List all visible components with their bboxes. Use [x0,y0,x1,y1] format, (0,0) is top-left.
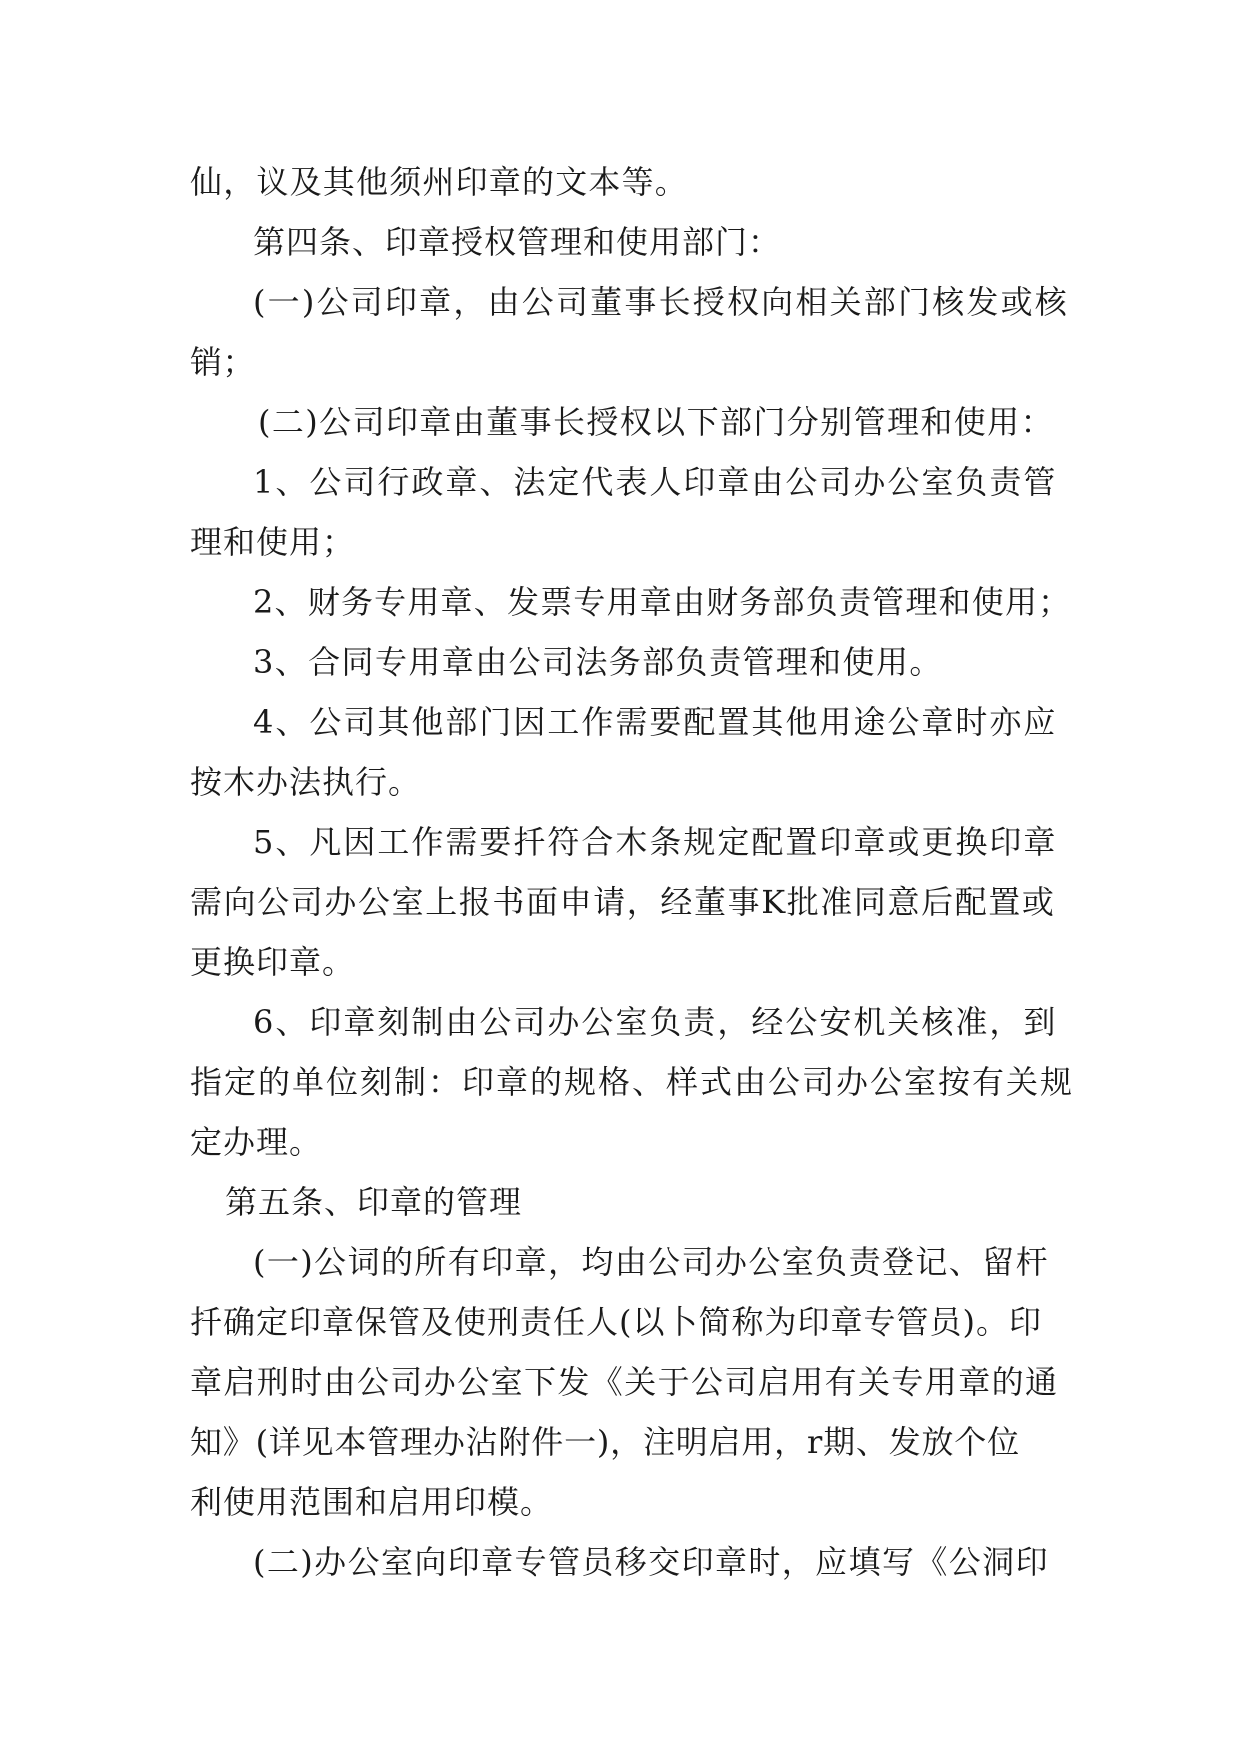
text-line: 指定的单位刻制：印章的规格、样式由公司办公室按有关规 [190,1063,1075,1101]
article-heading-5: 第五条、印章的管理 [225,1183,523,1221]
text-line: 定办理。 [190,1123,323,1161]
text-line: 2、财务专用章、发票专用章由财务部负责管理和使用； [253,583,1072,621]
text-line: 按木办法执行。 [190,763,422,801]
text-line: 知》(详见本管理办沾附件一)，注明启用，r期、发放个位 [190,1423,1020,1461]
text-line: (二)公司印章由董事长授权以下部门分别管理和使用： [258,403,1054,441]
text-line: 销； [190,343,256,381]
text-line: (二)办公室向印章专管员移交印章时，应填写《公洞印 [253,1543,1049,1581]
article-heading-4: 第四条、印章授权管理和使用部门： [253,223,782,261]
text-line: (一)公司印章，由公司董事长授权向相关部门核发或核 [253,283,1069,321]
text-line: 6、印章刻制由公司办公室负责，经公安机关核准，到 [253,1003,1058,1041]
text-line: 章启刑时由公司办公室下发《关于公司启用有关专用章的通 [190,1363,1059,1401]
text-line: 1、公司行政章、法定代表人印章由公司办公室负责管 [253,463,1058,501]
text-line: 扦确定印章保管及使刑责任人(以卜简称为印章专管员)。印 [190,1303,1042,1341]
text-line: 4、公司其他部门因工作需要配置其他用途公章时亦应 [253,703,1058,741]
text-line: 3、合同专用章由公司法务部负责管理和使用。 [253,643,943,681]
text-line: 需向公司办公室上报书面申请，经董事K批准同意后配置或 [190,883,1056,921]
text-line: 5、凡因工作需要扦符合木条规定配置印章或更换印章 [253,823,1058,861]
text-line: 更换印章。 [190,943,356,981]
text-line: 仙，议及其他须州印章的文本等。 [190,163,689,201]
text-line: 利使用范围和启用印模。 [190,1483,554,1521]
text-line: (一)公词的所有印章，均由公司办公室负责登记、留杆 [253,1243,1049,1281]
text-line: 理和使用； [190,523,356,561]
